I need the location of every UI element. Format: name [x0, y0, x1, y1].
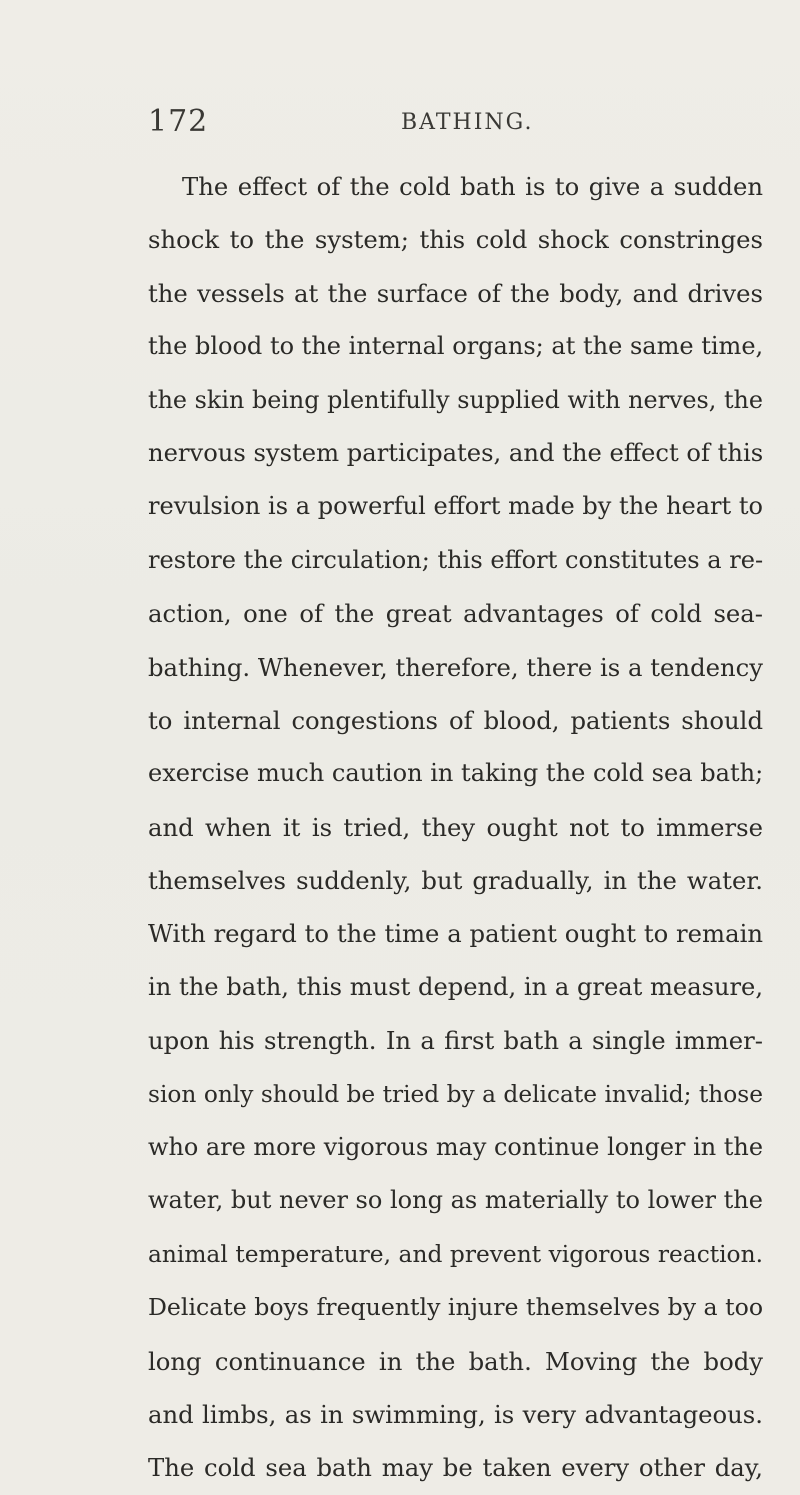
running-head: BATHING.	[401, 110, 534, 135]
text-line: the vessels at the surface of the body, and drives	[148, 278, 763, 308]
text-line: With regard to the time a patient ought to remain	[148, 919, 763, 949]
text-line: nervous system participates, and the effect of this	[148, 438, 763, 467]
text-line: and limbs, as in swimming, is very advantageous.	[148, 1399, 763, 1429]
text-line: long continuance in the bath. Moving the body	[148, 1346, 763, 1376]
text-line: The cold sea bath may be taken every other day,	[148, 1453, 763, 1483]
text-line: the blood to the internal organs; at the same time,	[148, 332, 763, 361]
text-line: to internal congestions of blood, patients should	[148, 705, 763, 735]
text-line: water, but never so long as materially to lower the	[148, 1186, 763, 1215]
body-paragraph	[148, 160, 763, 1495]
text-line: sion only should be tried by a delicate invalid; those	[148, 1080, 763, 1108]
text-line: Delicate boys frequently injure themselves by a too	[148, 1293, 763, 1322]
text-line: themselves suddenly, but gradually, in the water.	[148, 866, 763, 896]
text-line: bathing. Whenever, therefore, there is a tendency	[148, 652, 763, 682]
page-header	[148, 104, 763, 144]
text-line: animal temperature, and prevent vigorous reaction.	[148, 1240, 763, 1268]
text-line: in the bath, this must depend, in a great measure,	[148, 972, 763, 1001]
text-line: who are more vigorous may continue longer in the	[148, 1133, 763, 1162]
text-line: and when it is tried, they ought not to immerse	[148, 812, 763, 842]
text-line: revulsion is a powerful effort made by the heart to	[148, 492, 763, 521]
page-number: 172	[148, 104, 209, 139]
text-line: exercise much caution in taking the cold sea bath;	[148, 759, 763, 788]
text-line: action, one of the great advantages of cold sea-	[148, 599, 763, 629]
text-line: restore the circulation; this effort constitutes a re-	[148, 545, 763, 574]
text-line: The effect of the cold bath is to give a sudden	[182, 172, 763, 201]
text-line: the skin being plentifully supplied with nerves, the	[148, 385, 763, 414]
text-line: shock to the system; this cold shock constringes	[148, 225, 763, 255]
text-line: upon his strength. In a first bath a single immer-	[148, 1026, 763, 1056]
